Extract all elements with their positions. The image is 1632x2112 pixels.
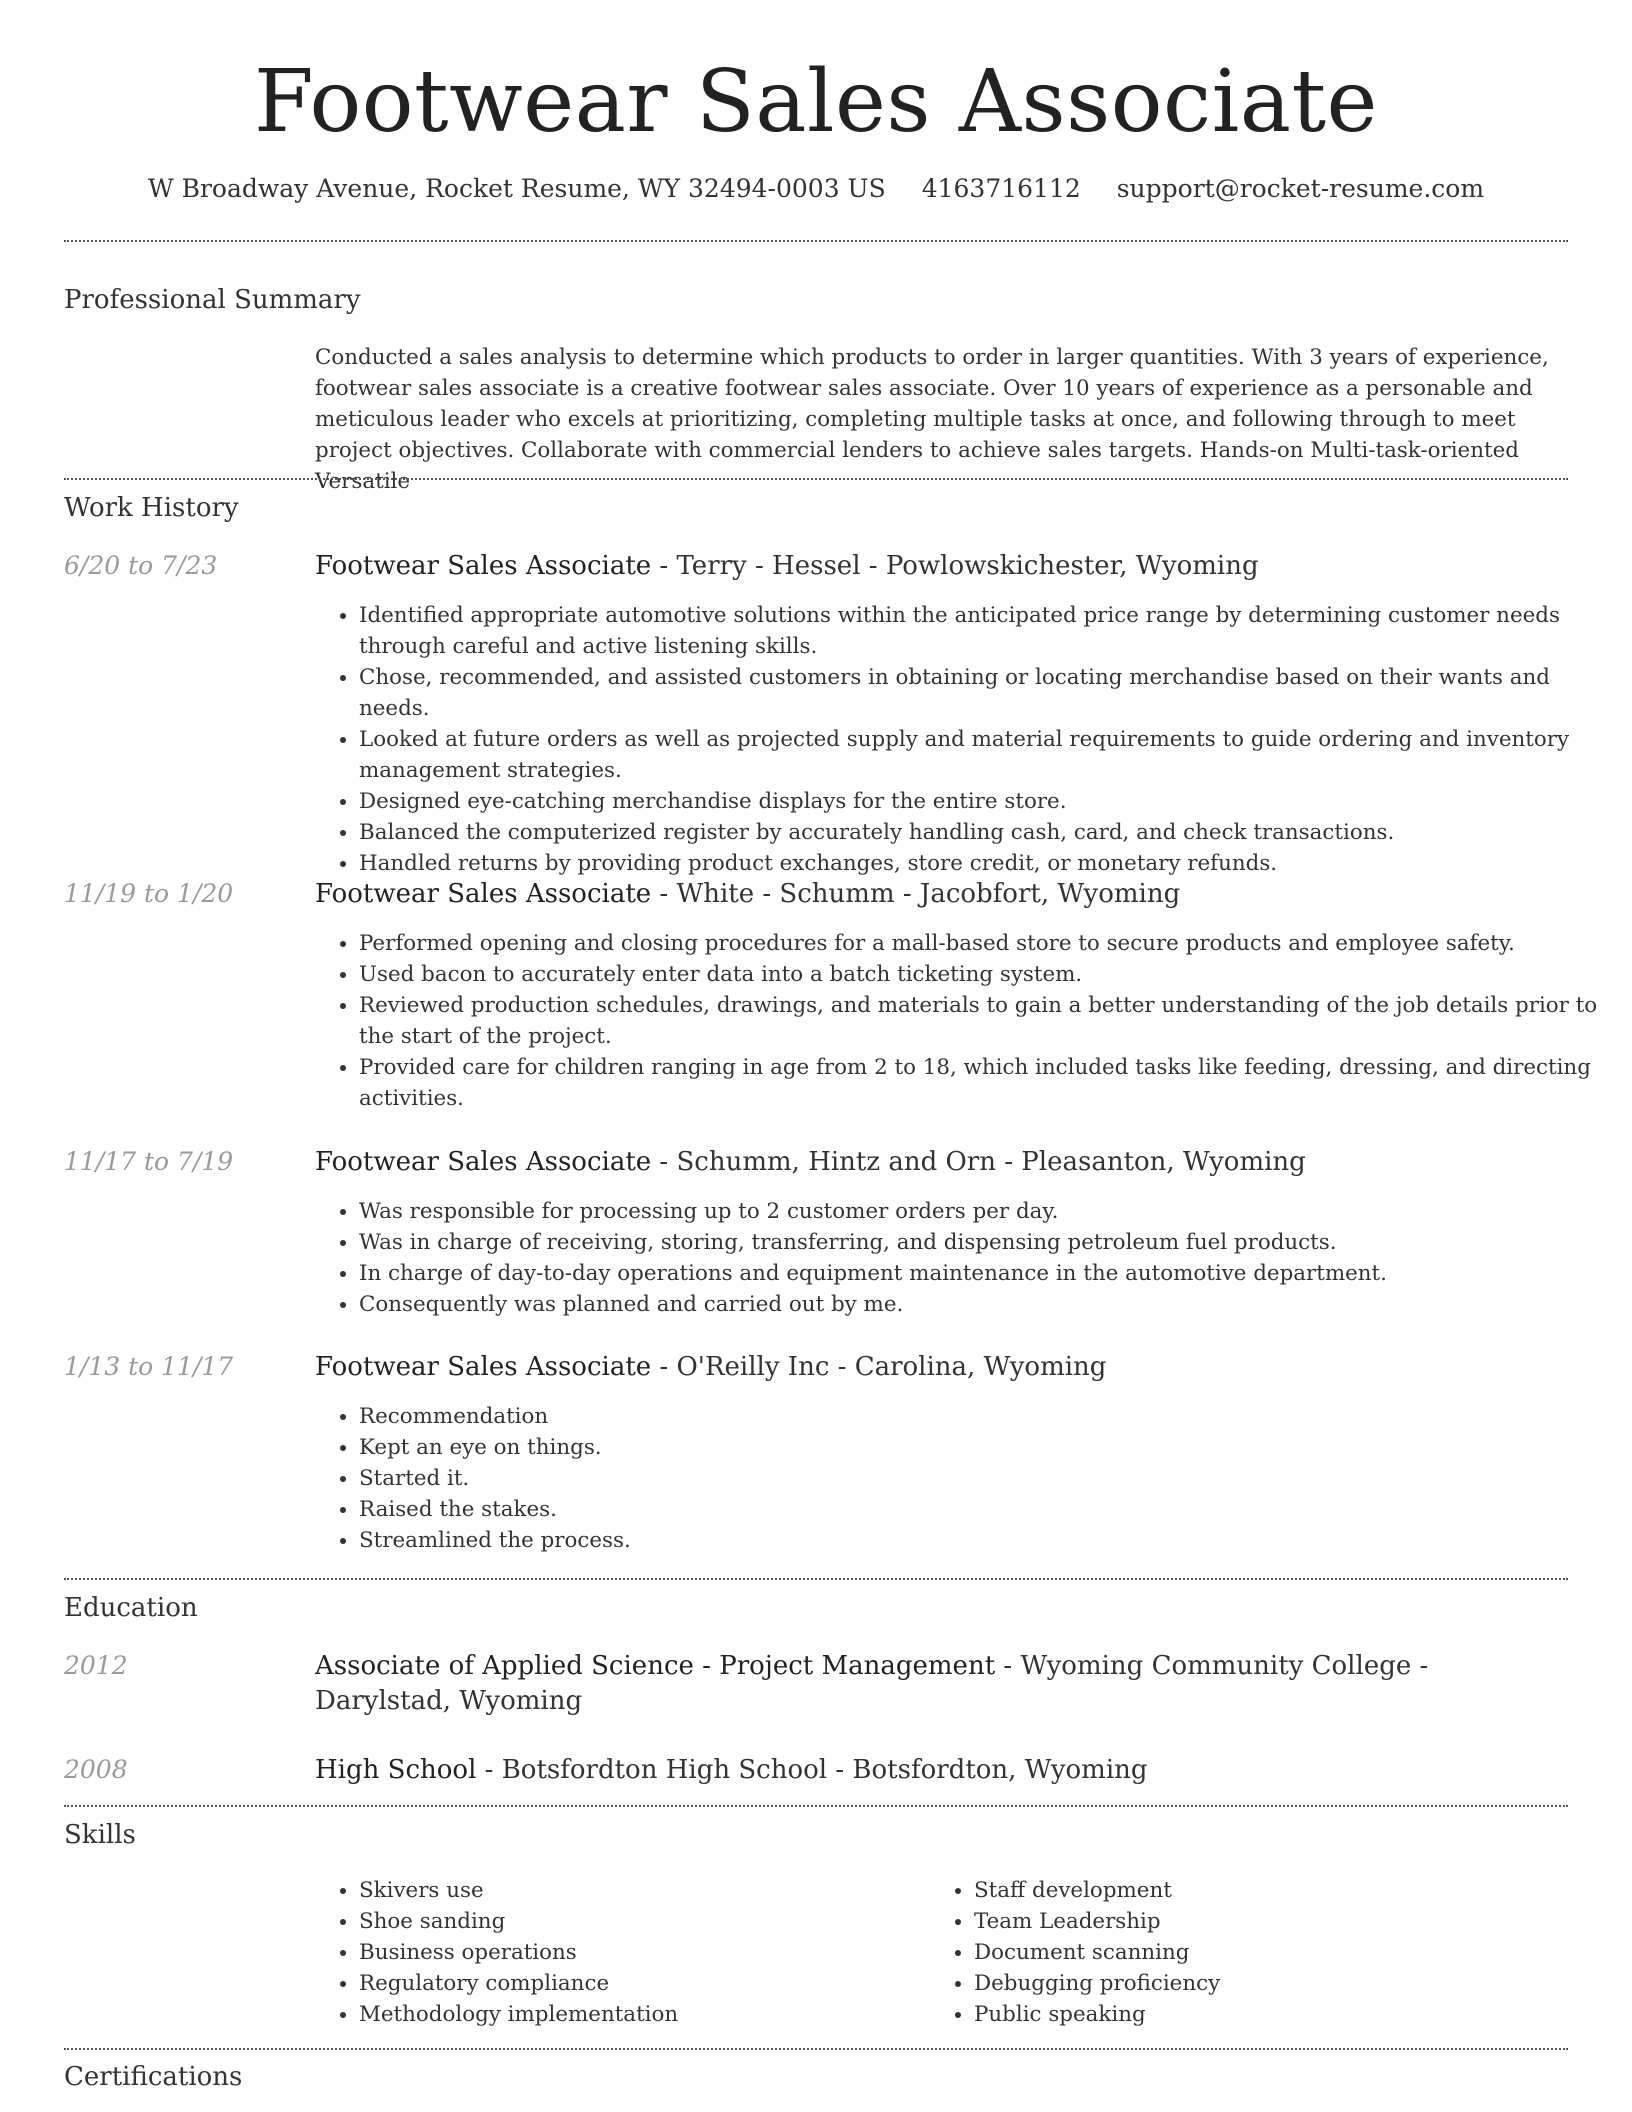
job-role: Footwear Sales Associate [315, 1352, 652, 1382]
job-employer: - O'Reilly Inc - Carolina, Wyoming [651, 1352, 1107, 1382]
job-title [315, 1145, 1565, 1179]
list-item: • Reviewed production schedules, drawings, and materials to gain a better understanding of the job details prior to the start of the project. [359, 990, 1609, 1052]
job-bullets [315, 600, 1609, 879]
job-role: Footwear Sales Associate [315, 1147, 652, 1177]
list-item: • Performed opening and closing procedures for a mall-based store to secure products and employee safety. [359, 928, 1609, 959]
education-entry [315, 1753, 1525, 1788]
skills-list-left [315, 1875, 919, 2030]
section-title-work: Work History [64, 493, 239, 523]
list-item: • Was in charge of receiving, storing, transferring, and dispensing petroleum fuel products. [359, 1227, 1609, 1258]
job-dates: 1/13 to 11/17 [64, 1352, 234, 1381]
list-item: • Provided care for children ranging in age from 2 to 18, which included tasks like feeding, dressing, and directing activities. [359, 1052, 1609, 1114]
list-item: • Balanced the computerized register by accurately handling cash, card, and check transactions. [359, 817, 1609, 848]
divider [64, 240, 1568, 242]
education-school: - Wyoming Community College - Darylstad, Wyoming [315, 1651, 1429, 1716]
list-item: • Raised the stakes. [359, 1494, 1609, 1525]
list-item: • Staff development [974, 1875, 1534, 1906]
job-bullets [315, 1401, 1609, 1556]
education-degree: Associate of Applied Science - Project Management [315, 1651, 996, 1681]
list-item: • Shoe sanding [359, 1906, 919, 1937]
job-title [315, 549, 1565, 583]
skills-list-right [930, 1875, 1534, 2030]
contact-address: W Broadway Avenue, Rocket Resume, WY 32494-0003 US [147, 174, 886, 203]
section-title-education: Education [64, 1593, 198, 1623]
list-item: • Handled returns by providing product exchanges, store credit, or monetary refunds. [359, 848, 1609, 879]
list-item: • Debugging proficiency [974, 1968, 1534, 1999]
job-employer: - Schumm, Hintz and Orn - Pleasanton, Wyoming [651, 1147, 1306, 1177]
list-item: • Used bacon to accurately enter data into a batch ticketing system. [359, 959, 1609, 990]
list-item: • Recommendation [359, 1401, 1609, 1432]
list-item: • Regulatory compliance [359, 1968, 919, 1999]
list-item: • Identified appropriate automotive solutions within the anticipated price range by determining customer needs through careful and active listening skills. [359, 600, 1609, 662]
education-entry [315, 1649, 1525, 1719]
job-role: Footwear Sales Associate [315, 551, 652, 581]
list-item: • Team Leadership [974, 1906, 1534, 1937]
section-title-certifications: Certifications [64, 2062, 243, 2092]
education-year: 2008 [64, 1755, 128, 1784]
education-school: - Botsfordton High School - Botsfordton, Wyoming [476, 1755, 1148, 1785]
divider [64, 1578, 1568, 1580]
list-item: • Designed eye-catching merchandise displays for the entire store. [359, 786, 1609, 817]
job-bullets [315, 1196, 1609, 1320]
job-bullets [315, 928, 1609, 1114]
job-employer: - Terry - Hessel - Powlowskichester, Wyoming [651, 551, 1259, 581]
contact-email: support@rocket-resume.com [1116, 174, 1485, 203]
resume-name: Footwear Sales Associate [254, 52, 1378, 152]
list-item: • Consequently was planned and carried out by me. [359, 1289, 1609, 1320]
education-degree: High School [315, 1755, 477, 1785]
list-item: • Business operations [359, 1937, 919, 1968]
job-dates: 11/17 to 7/19 [64, 1147, 234, 1176]
divider [64, 1805, 1568, 1807]
divider [64, 2048, 1568, 2050]
list-item: • Looked at future orders as well as projected supply and material requirements to guide ordering and inventory management strategies. [359, 724, 1609, 786]
summary-text: Conducted a sales analysis to determine which products to order in larger quantities. With 3 years of experience, footwear sales associate is a creative footwear sales associate. Over 10 years of experience as a personable and meticulous leader who excels at prioritizing, completing multiple tasks at once, and following through to meet project objectives. Collaborate with commercial lenders to achieve sales targets. Hands-on Multi-task-oriented Versatile [315, 345, 1549, 494]
section-title-summary: Professional Summary [64, 285, 361, 315]
list-item: • Methodology implementation [359, 1999, 919, 2030]
contact-phone: 4163716112 [921, 174, 1081, 203]
section-title-skills: Skills [64, 1820, 136, 1850]
list-item: • In charge of day-to-day operations and equipment maintenance in the automotive department. [359, 1258, 1609, 1289]
list-item: • Kept an eye on things. [359, 1432, 1609, 1463]
list-item: • Was responsible for processing up to 2 customer orders per day. [359, 1196, 1609, 1227]
job-title [315, 877, 1565, 911]
job-employer: - White - Schumm - Jacobfort, Wyoming [651, 879, 1181, 909]
list-item: • Public speaking [974, 1999, 1534, 2030]
job-dates: 11/19 to 1/20 [64, 879, 234, 908]
list-item: • Skivers use [359, 1875, 919, 1906]
job-role: Footwear Sales Associate [315, 879, 652, 909]
list-item: • Streamlined the process. [359, 1525, 1609, 1556]
list-item: • Document scanning [974, 1937, 1534, 1968]
job-dates: 6/20 to 7/23 [64, 551, 218, 580]
divider [64, 478, 1568, 480]
job-title [315, 1350, 1565, 1384]
list-item: • Chose, recommended, and assisted customers in obtaining or locating merchandise based on their wants and needs. [359, 662, 1609, 724]
education-year: 2012 [64, 1651, 128, 1680]
list-item: • Started it. [359, 1463, 1609, 1494]
contact-line [0, 172, 1632, 206]
